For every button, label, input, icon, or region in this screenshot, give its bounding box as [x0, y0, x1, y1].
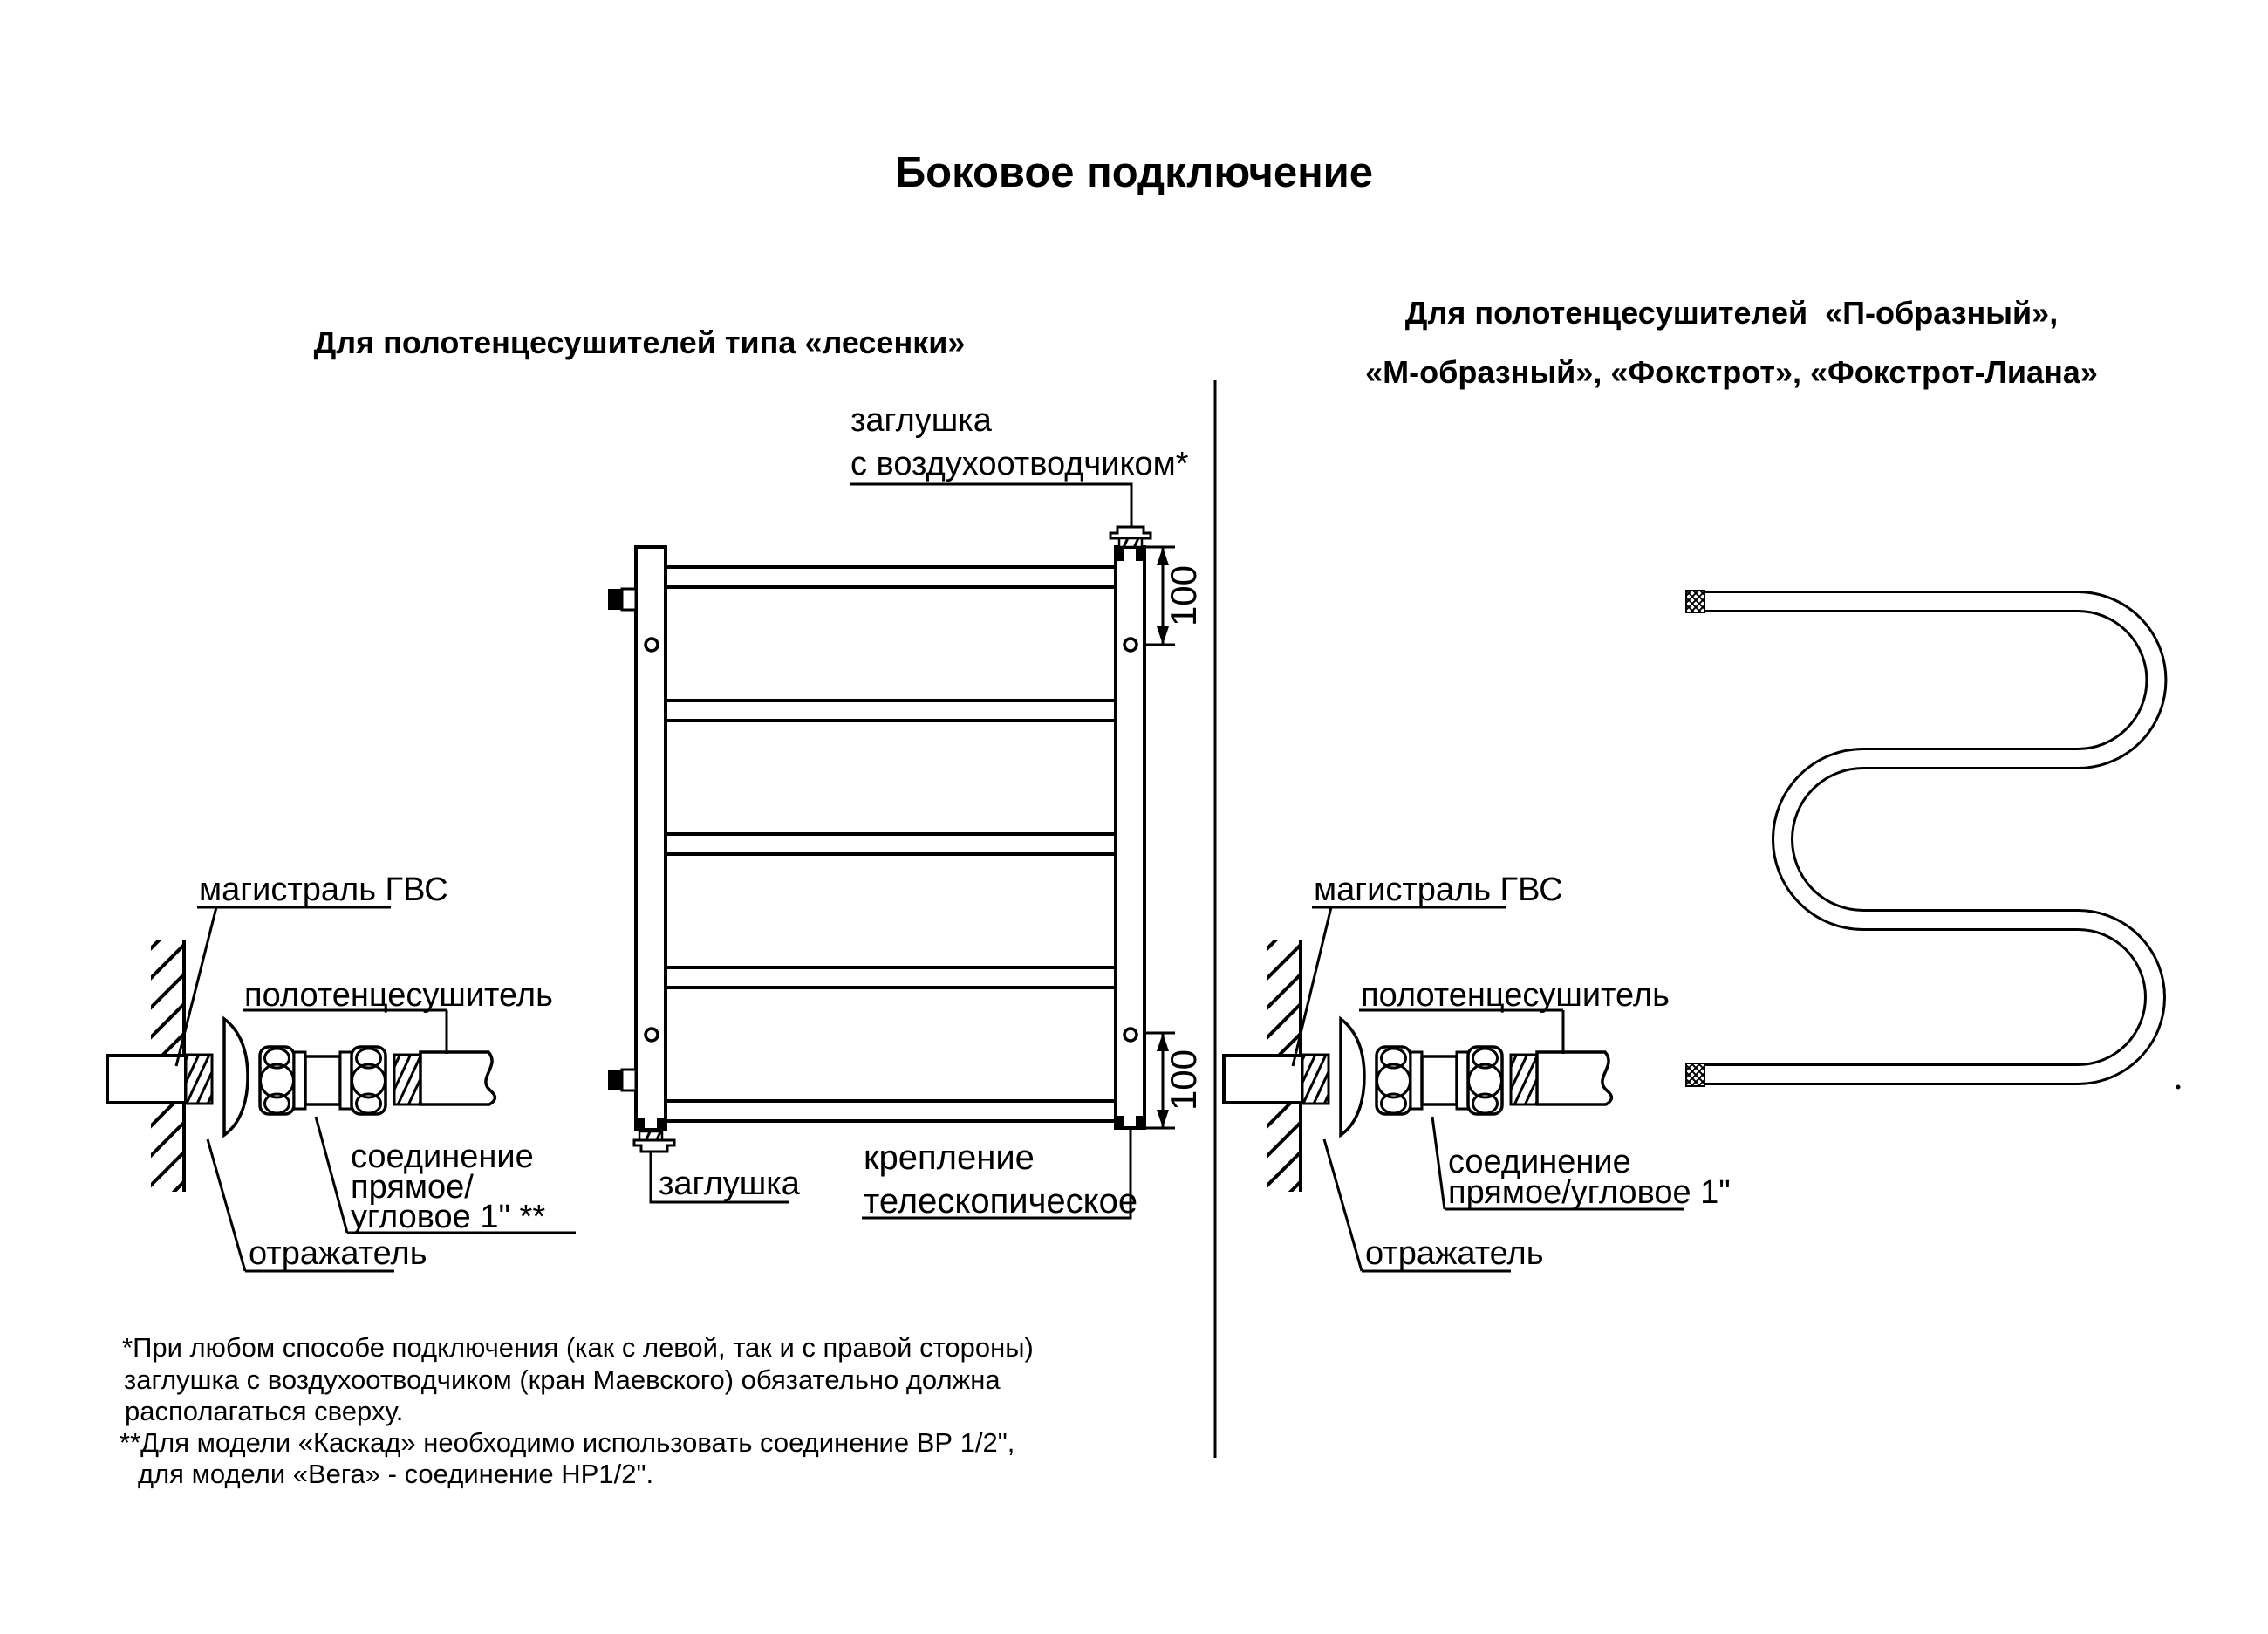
dimension-top-value: 100 [1163, 564, 1205, 627]
left-connection-label-line1: соединение [351, 1138, 534, 1175]
stray-dot [2176, 1085, 2181, 1090]
serpentine-outline [1704, 602, 2156, 1075]
left-connection-label-line3: угловое 1" ** [351, 1199, 546, 1235]
left-towel-rail-label: полотенцесушитель [244, 977, 553, 1014]
mount-label-line2: телескопическое [864, 1182, 1138, 1220]
vent-plug-label-line1: заглушка [850, 402, 992, 439]
footnote-line-5: для модели «Вега» - соединение НР1/2". [138, 1459, 654, 1489]
left-supply-label: магистраль ГВС [199, 872, 448, 908]
serpentine-end-bottom [1686, 1063, 1704, 1086]
serpentine-end-top [1686, 591, 1704, 612]
right-towel-rail-label: полотенцесушитель [1361, 977, 1670, 1014]
footnote-line-4: **Для модели «Каскад» необходимо использовать соединение ВР 1/2", [120, 1427, 1015, 1458]
footnote-line-2: заглушка с воздухоотводчиком (кран Маевского) обязательно должна [124, 1364, 1001, 1395]
left-connection-label-line2: прямое/ [351, 1169, 474, 1206]
mount-label-line1: крепление [864, 1138, 1035, 1177]
footnote-line-1: *При любом способе подключения (как с левой, так и с правой стороны) [122, 1332, 1034, 1363]
right-supply-label: магистраль ГВС [1314, 872, 1563, 908]
vent-plug-label-line2: с воздухоотводчиком* [850, 446, 1189, 482]
right-connection-label-line2: прямое/угловое 1" [1448, 1174, 1731, 1211]
side-stub-top [608, 589, 636, 610]
right-section-header-line1: Для полотенцесушителей «П-образный», [1404, 295, 2059, 331]
left-reflector-label: отражатель [249, 1235, 427, 1272]
right-reflector-label: отражатель [1365, 1235, 1544, 1272]
page-title: Боковое подключение [894, 149, 1374, 196]
right-section-header-line2: «М-образный», «Фокстрот», «Фокстрот-Лиана» [1365, 354, 2098, 390]
ladder-post-left [636, 547, 666, 1130]
ladder-rail [608, 527, 1204, 1152]
serpentine-rail [1686, 591, 2181, 1090]
footnote-line-3: располагаться сверху. [125, 1396, 404, 1426]
post-corner-marks [638, 549, 1143, 1129]
bottom-plug-label: заглушка [659, 1166, 800, 1202]
dimension-bottom-value: 100 [1163, 1049, 1205, 1111]
left-section-header: Для полотенцесушителей типа «лесенки» [313, 325, 966, 360]
right-connection-label-line1: соединение [1448, 1144, 1631, 1180]
ladder-rungs [667, 567, 1114, 1121]
air-vent-cap [1110, 527, 1151, 547]
bottom-plug-cap [634, 1131, 674, 1152]
side-stub-bottom [608, 1070, 636, 1090]
